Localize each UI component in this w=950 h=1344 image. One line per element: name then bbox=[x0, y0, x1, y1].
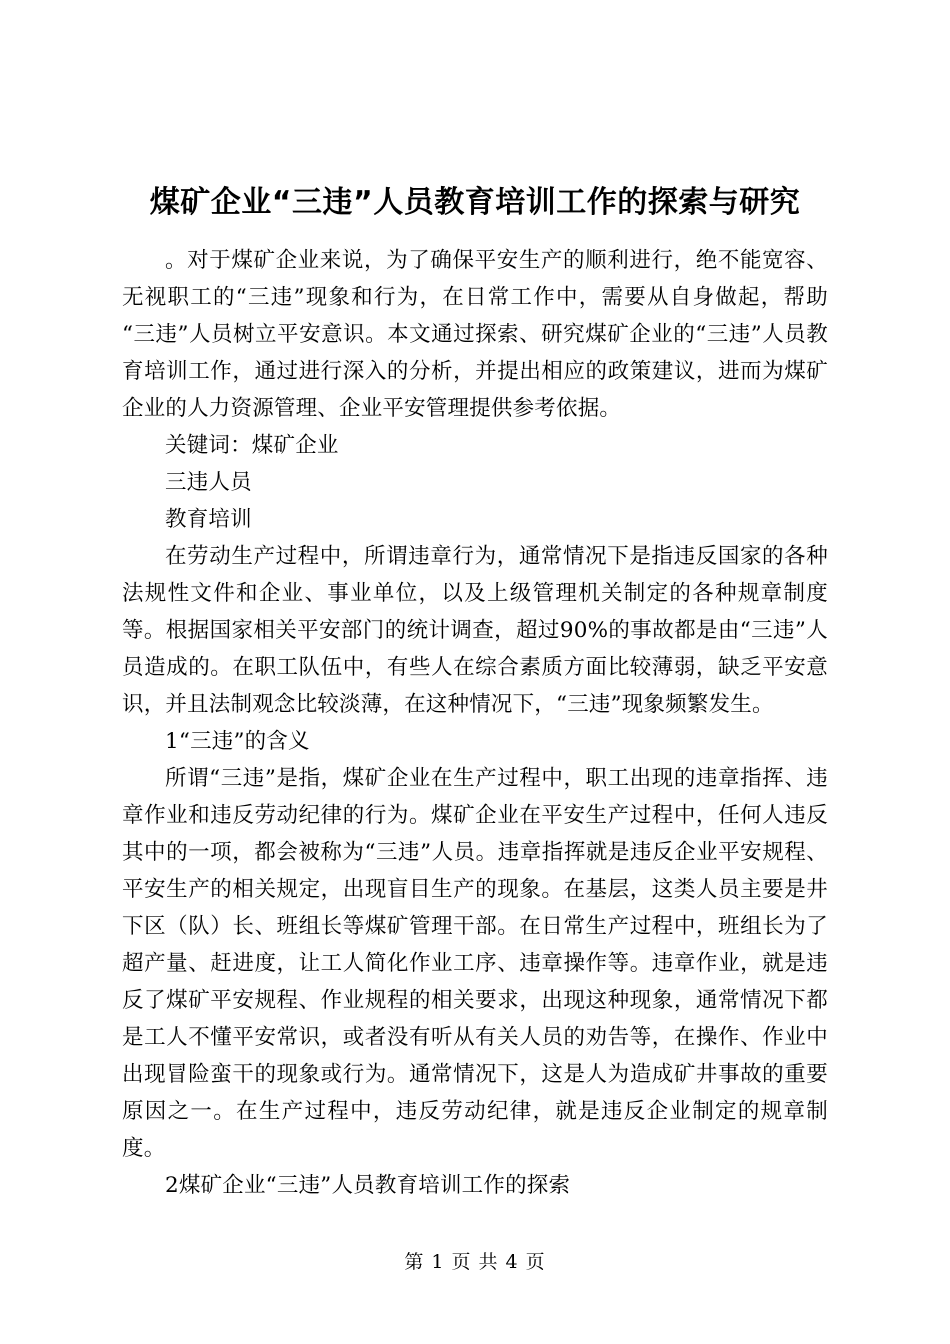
heading-section-2: 2煤矿企业“三违”人员教育培训工作的探索 bbox=[165, 1173, 571, 1198]
paragraph-keyword-2: 三违人员 bbox=[165, 470, 252, 495]
paragraph-keyword-3: 教育培训 bbox=[165, 507, 252, 532]
paragraph-intro: 在劳动生产过程中，所谓违章行为，通常情况下是指违反国家的各种法规性文件和企业、事业单位，以及上级管理机关制定的各种规章制度等。根据国家相关平安部门的统计调查，超过90%的事故都是由“三违”人员造成的。在职工队伍中，有些人在综合素质方面比较薄弱，缺乏平安意识，并且法制观念比较淡薄，在这种情况下，“三违”现象频繁发生。 bbox=[122, 544, 828, 717]
document-body bbox=[122, 178, 828, 1204]
heading-section-1: 1“三违”的含义 bbox=[165, 729, 310, 754]
page-title: 煤矿企业“三违”人员教育培训工作的探索与研究 bbox=[149, 185, 801, 220]
paragraph-abstract: 。对于煤矿企业来说，为了确保平安生产的顺利进行，绝不能宽容、无视职工的“三违”现象和行为，在日常工作中，需要从自身做起，帮助“三违”人员树立平安意识。本文通过探索、研究煤矿企业的“三违”人员教育培训工作，通过进行深入的分析，并提出相应的政策建议，进而为煤矿企业的人力资源管理、企业平安管理提供参考依据。 bbox=[122, 248, 828, 421]
paragraph-section-1-body: 所谓“三违”是指，煤矿企业在生产过程中，职工出现的违章指挥、违章作业和违反劳动纪律的行为。煤矿企业在平安生产过程中，任何人违反其中的一项，都会被称为“三违”人员。违章指挥就是违反企业平安规程、平安生产的相关规定，出现盲目生产的现象。在基层，这类人员主要是井下区（队）长、班组长等煤矿管理干部。在日常生产过程中，班组长为了超产量、赶进度，让工人简化作业工序、违章操作等。违章作业，就是违反了煤矿平安规程、作业规程的相关要求，出现这种现象，通常情况下都是工人不懂平安常识，或者没有听从有关人员的劝告等，在操作、作业中出现冒险蛮干的现象或行为。通常情况下，这是人为造成矿井事故的重要原因之一。在生产过程中，违反劳动纪律，就是违反企业制定的规章制度。 bbox=[122, 766, 828, 1161]
page-footer: 第 1 页 共 4 页 bbox=[404, 1251, 546, 1273]
paragraph-keywords: 关键词：煤矿企业 bbox=[165, 433, 339, 458]
